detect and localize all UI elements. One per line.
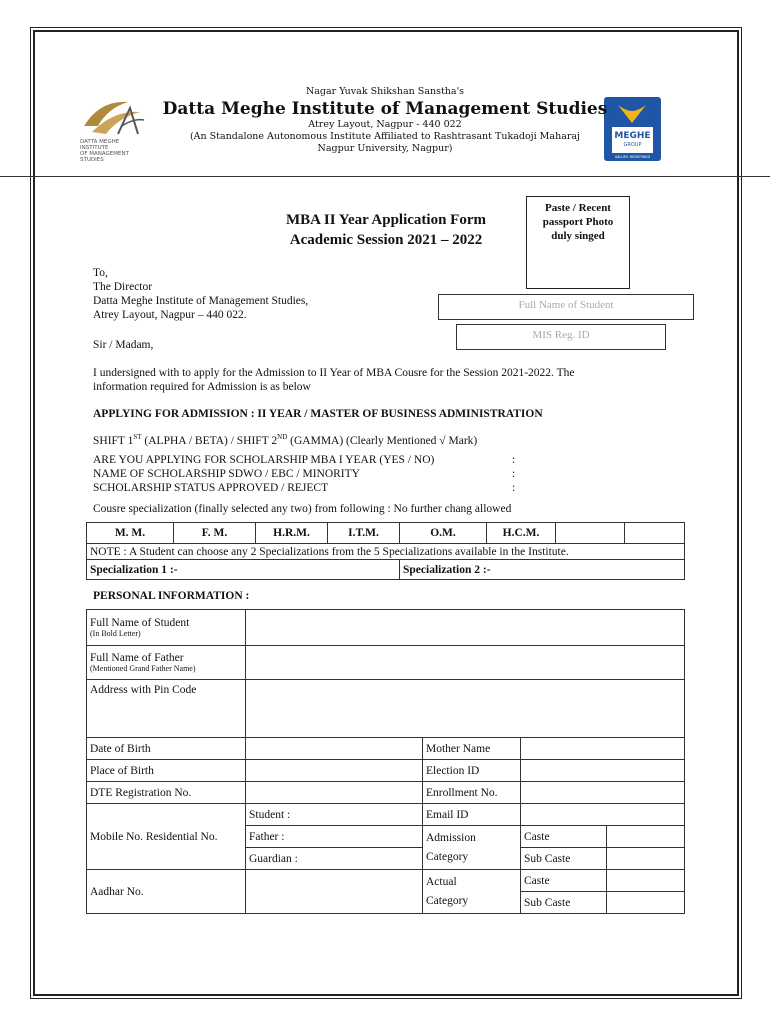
- mis-reg-id-field[interactable]: MIS Reg. ID: [456, 324, 666, 350]
- dte-label: DTE Registration No.: [87, 782, 246, 804]
- spec-note-row: NOTE : A Student can choose any 2 Specializations from the 5 Specializations available in the Institute.: [87, 544, 685, 560]
- enrollment-input[interactable]: [521, 782, 685, 804]
- email-input[interactable]: [521, 804, 685, 826]
- shift-line: SHIFT 1ST (ALPHA / BETA) / SHIFT 2ND (GAMMA) (Clearly Mentioned √ Mark): [93, 433, 478, 447]
- pob-input[interactable]: [246, 760, 423, 782]
- header-divider: [0, 176, 770, 177]
- aadhar-label: Aadhar No.: [87, 870, 246, 914]
- logo-tag: VALUES REDEFINED: [614, 155, 651, 159]
- dob-input[interactable]: [246, 738, 423, 760]
- institute-address: Atrey Layout, Nagpur - 440 022: [308, 119, 462, 130]
- spec-mm[interactable]: M. M.: [87, 523, 174, 544]
- election-id-label: Election ID: [423, 760, 521, 782]
- spec-om[interactable]: O.M.: [400, 523, 487, 544]
- mobile-label: Mobile No. Residential No.: [87, 804, 246, 870]
- photo-box[interactable]: Paste / Recent passport Photo duly singed: [526, 196, 630, 289]
- specialization-table: [86, 522, 685, 580]
- affiliation-line-2: Nagpur University, Nagpur): [317, 143, 453, 154]
- institute-name: Datta Meghe Institute of Management Studies: [162, 99, 608, 119]
- dob-label: Date of Birth: [87, 738, 246, 760]
- personal-info-table: [86, 609, 685, 914]
- spec-blank-2[interactable]: [625, 523, 685, 544]
- father-name-input[interactable]: [246, 646, 685, 680]
- election-id-input[interactable]: [521, 760, 685, 782]
- father-name-label: Full Name of Father (Mentioned Grand Father Name): [87, 646, 246, 680]
- student-mobile[interactable]: Student :: [246, 804, 423, 826]
- full-name-label: Full Name of Student (In Bold Letter): [87, 610, 246, 646]
- actual-caste-label: Caste: [521, 870, 607, 892]
- admission-category-label: Admission Category: [423, 826, 521, 870]
- dte-input[interactable]: [246, 782, 423, 804]
- spec-hrm[interactable]: H.R.M.: [256, 523, 328, 544]
- caste-label: Caste: [521, 826, 607, 848]
- guardian-mobile[interactable]: Guardian :: [246, 848, 423, 870]
- mother-name-label: Mother Name: [423, 738, 521, 760]
- specialization-2[interactable]: Specialization 2 :-: [400, 560, 685, 580]
- actual-category-label: Actual Category: [423, 870, 521, 914]
- spec-hcm[interactable]: H.C.M.: [487, 523, 556, 544]
- spec-blank-1[interactable]: [556, 523, 625, 544]
- form-title: MBA II Year Application Form Academic Session 2021 – 2022: [285, 212, 486, 248]
- email-label: Email ID: [423, 804, 521, 826]
- subcaste-input[interactable]: [607, 848, 685, 870]
- spec-fm[interactable]: F. M.: [174, 523, 256, 544]
- enrollment-label: Enrollment No.: [423, 782, 521, 804]
- specialization-1[interactable]: Specialization 1 :-: [87, 560, 400, 580]
- logo-name: MEGHE: [614, 131, 651, 141]
- full-name-field[interactable]: Full Name of Student: [438, 294, 694, 320]
- full-name-input[interactable]: [246, 610, 685, 646]
- address-block: To, The Director Datta Meghe Institute of Management Studies, Atrey Layout, Nagpur – 440 022.: [93, 267, 309, 321]
- mother-name-input[interactable]: [521, 738, 685, 760]
- institute-logo: DATTA MEGHE INSTITUTE OF MANAGEMENT STUDIES: [78, 96, 158, 172]
- affiliation-line-1: (An Standalone Autonomous Institute Affiliated to Rashtrasant Tukadoji Maharaj: [189, 131, 581, 142]
- father-mobile[interactable]: Father :: [246, 826, 423, 848]
- logo-sub: GROUP: [623, 142, 642, 148]
- applying-heading: APPLYING FOR ADMISSION : II YEAR / MASTER OF BUSINESS ADMINISTRATION: [93, 408, 543, 420]
- intro-paragraph: I undersigned with to apply for the Admission to II Year of MBA Cousre for the Session 2021-2022. The information required for Admission is as below: [93, 367, 575, 393]
- actual-caste-input[interactable]: [607, 870, 685, 892]
- scholarship-block: ARE YOU APPLYING FOR SCHOLARSHIP MBA I YEAR (YES / NO) NAME OF SCHOLARSHIP SDWO / EBC / MINORITY SCHOLARSHIP STATUS APPROVED / REJECT: [93, 454, 435, 494]
- address-input[interactable]: [246, 680, 685, 738]
- letterhead: [0, 86, 770, 155]
- specialization-note: Cousre specialization (finally selected any two) from following : No further chang allowed: [93, 503, 512, 515]
- salutation: Sir / Madam,: [93, 339, 154, 351]
- scholarship-colons: : : :: [512, 454, 516, 494]
- personal-heading: PERSONAL INFORMATION :: [93, 590, 250, 602]
- aadhar-input[interactable]: [246, 870, 423, 914]
- actual-subcaste-label: Sub Caste: [521, 892, 607, 914]
- address-label: Address with Pin Code: [87, 680, 246, 738]
- spec-itm[interactable]: I.T.M.: [328, 523, 400, 544]
- society-name: Nagar Yuvak Shikshan Sanstha's: [305, 86, 465, 97]
- subcaste-label: Sub Caste: [521, 848, 607, 870]
- actual-subcaste-input[interactable]: [607, 892, 685, 914]
- caste-input[interactable]: [607, 826, 685, 848]
- pob-label: Place of Birth: [87, 760, 246, 782]
